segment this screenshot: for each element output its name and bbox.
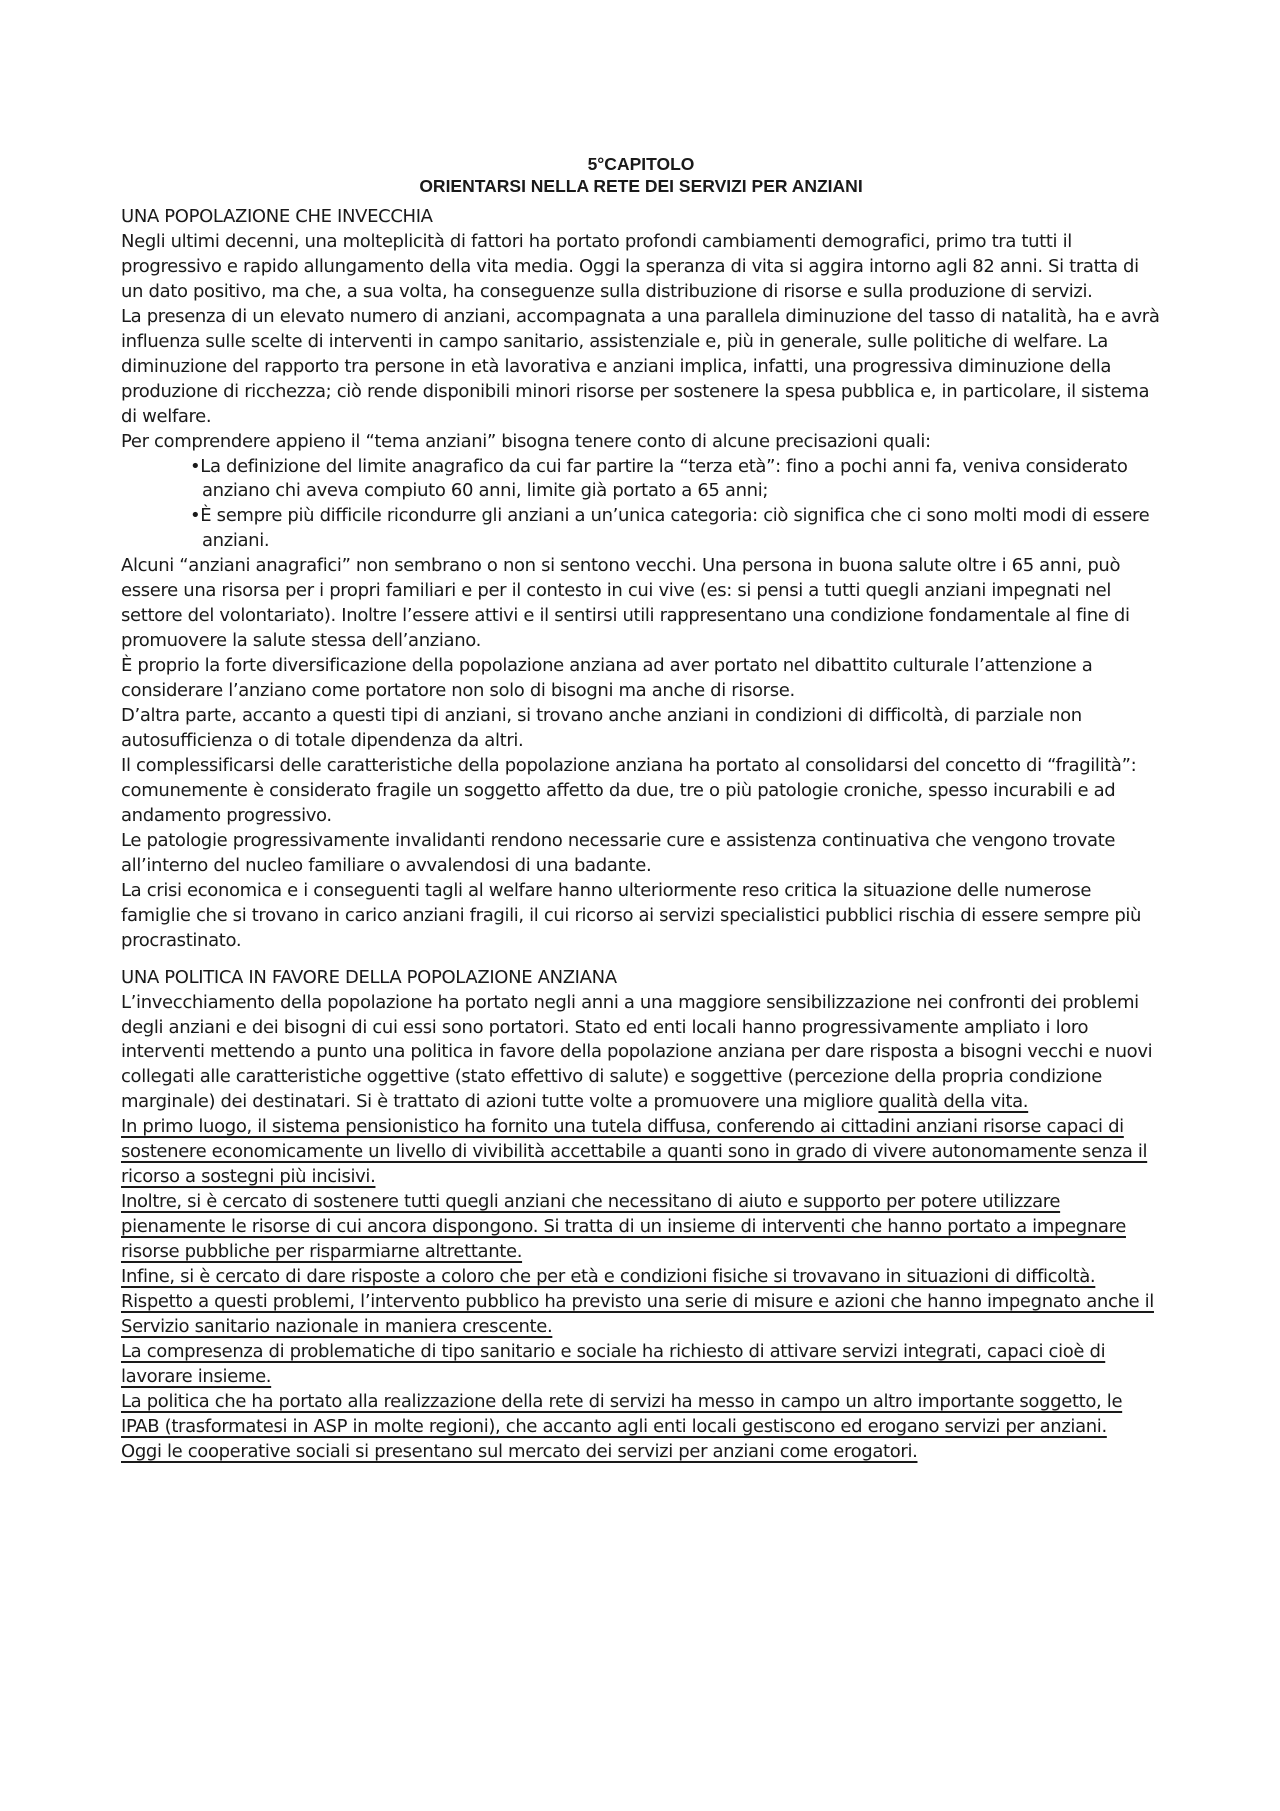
paragraph: È proprio la forte diversificazione della popolazione anziana ad aver portato nel dibattito culturale l’attenzione a considerare l’anziano come portatore non solo di bisogni ma anche di risorse. [121, 655, 1093, 702]
bullet-list [121, 455, 1161, 555]
underlined-text: Inoltre, si è cercato di sostenere tutti quegli anziani che necessitano di aiuto e supporto per potere utilizzare pienamente le risorse di cui ancora dispongono. Si tratta di un insieme di interventi che hanno portato a impegnare risorse pubbliche per risparmiarne altrettante. [121, 1191, 1126, 1263]
underlined-paragraph [121, 1390, 1161, 1440]
bullet-item: •È sempre più difficile ricondurre gli anziani a un’unica categoria: ciò significa che ci sono molti modi di essere anziani. [190, 505, 1150, 552]
underlined-paragraph [121, 1115, 1161, 1190]
underlined-text: La politica che ha portato alla realizzazione della rete di servizi ha messo in campo un altro importante soggetto, le IPAB (trasformatesi in ASP in molte regioni), che accanto agli enti locali gestiscono ed erogano servizi per anziani. [121, 1390, 1123, 1437]
underlined-text: Infine, si è cercato di dare risposte a coloro che per età e condizioni fisiche si trovavano in situazioni di difficoltà. Rispetto a questi problemi, l’intervento pubblico ha previsto una serie di misure e azioni che hanno impegnato anche il Servizio sanitario nazionale in maniera crescente. [121, 1266, 1154, 1337]
paragraph: Il complessificarsi delle caratteristiche della popolazione anziana ha portato al consolidarsi del concetto di “fragilità”: comunemente è considerato fragile un soggetto affetto da due, tre o più patologie croniche, spesso incurabili e ad andamento progressivo. [121, 754, 1137, 826]
paragraph [121, 991, 1161, 1116]
section-heading: UNA POPOLAZIONE CHE INVECCHIA [121, 206, 433, 227]
chapter-title: ORIENTARSI NELLA RETE DEI SERVIZI PER ANZIANI [419, 176, 863, 196]
section-heading: UNA POLITICA IN FAVORE DELLA POPOLAZIONE ANZIANA [121, 966, 617, 988]
underlined-paragraph [121, 1440, 1161, 1465]
paragraph: Negli ultimi decenni, una molteplicità di fattori ha portato profondi cambiamenti demografici, primo tra tutti il progressivo e rapido allungamento della vita media. Oggi la speranza di vita si aggira intorno agli 82 anni. Si tratta di un dato positivo, ma che, a sua volta, ha conseguenze sulla distribuzione di risorse e sulla produzione di servizi. [121, 230, 1139, 302]
underlined-paragraph [121, 1265, 1161, 1340]
underlined-text: Oggi le cooperative sociali si presentano sul mercato dei servizi per anziani come erogatori. [121, 1440, 918, 1462]
paragraph: Le patologie progressivamente invalidanti rendono necessarie cure e assistenza continuativa che vengono trovate all’interno del nucleo familiare o avvalendosi di una badante. [121, 829, 1116, 876]
document-content [121, 153, 1161, 1465]
underlined-text: qualità della vita. [878, 1091, 1029, 1113]
paragraph-text: L’invecchiamento della popolazione ha portato negli anni a una maggiore sensibilizzazione nei confronti dei problemi degli anziani e dei bisogni di cui essi sono portatori. Stato ed enti locali hanno progressivamente ampliato i loro interventi mettendo a punto una politica in favore della popolazione anziana per dare risposta a bisogni vecchi e nuovi collegati alle caratteristiche oggettive (stato effettivo di salute) e soggettive (percezione della propria condizione marginale) dei destinatari. Si è trattato di azioni tutte volte a promuovere una migliore [121, 991, 1153, 1113]
chapter-label: 5°CAPITOLO [587, 154, 695, 174]
underlined-paragraph [121, 1190, 1161, 1265]
title-block [121, 153, 1161, 197]
paragraph: D’altra parte, accanto a questi tipi di anziani, si trovano anche anziani in condizioni di difficoltà, di parziale non autosufficienza o di totale dipendenza da altri. [121, 705, 1082, 752]
underlined-paragraph [121, 1340, 1161, 1390]
underlined-text: La compresenza di problematiche di tipo sanitario e sociale ha richiesto di attivare servizi integrati, capaci cioè di lavorare insieme. [121, 1340, 1106, 1387]
paragraph: Per comprendere appieno il “tema anziani” bisogna tenere conto di alcune precisazioni quali: [121, 430, 931, 452]
bullet-item: •La definizione del limite anagrafico da cui far partire la “terza età”: fino a pochi anni fa, veniva considerato anziano chi aveva compiuto 60 anni, limite già portato a 65 anni; [190, 455, 1128, 502]
section-politica [121, 966, 1161, 1465]
paragraph: Alcuni “anziani anagrafici” non sembrano o non si sentono vecchi. Una persona in buona salute oltre i 65 anni, può essere una risorsa per i propri familiari e per il contesto in cui vive (es: si pensi a tutti quegli anziani impegnati nel settore del volontariato). Inoltre l’essere attivi e il sentirsi utili rappresentano una condizione fondamentale al fine di promuovere la salute stessa dell’anziano. [121, 555, 1130, 652]
section-popolazione [121, 205, 1161, 954]
underlined-text: In primo luogo, il sistema pensionistico ha fornito una tutela diffusa, conferendo ai cittadini anziani risorse capaci di sostenere economicamente un livello di vivibilità accettabile a quanti sono in grado di vivere autonomamente senza il ricorso a sostegni più incisivi. [121, 1116, 1148, 1188]
paragraph: La presenza di un elevato numero di anziani, accompagnata a una parallela diminuzione del tasso di natalità, ha e avrà influenza sulle scelte di interventi in campo sanitario, assistenziale e, più in generale, sulle politiche di welfare. La diminuzione del rapporto tra persone in età lavorativa e anziani implica, infatti, una progressiva diminuzione della produzione di ricchezza; ciò rende disponibili minori risorse per sostenere la spesa pubblica e, in particolare, il sistema di welfare. [121, 305, 1160, 427]
paragraph: La crisi economica e i conseguenti tagli al welfare hanno ulteriormente reso critica la situazione delle numerose famiglie che si trovano in carico anziani fragili, il cui ricorso ai servizi specialistici pubblici rischia di essere sempre più procrastinato. [121, 879, 1142, 951]
